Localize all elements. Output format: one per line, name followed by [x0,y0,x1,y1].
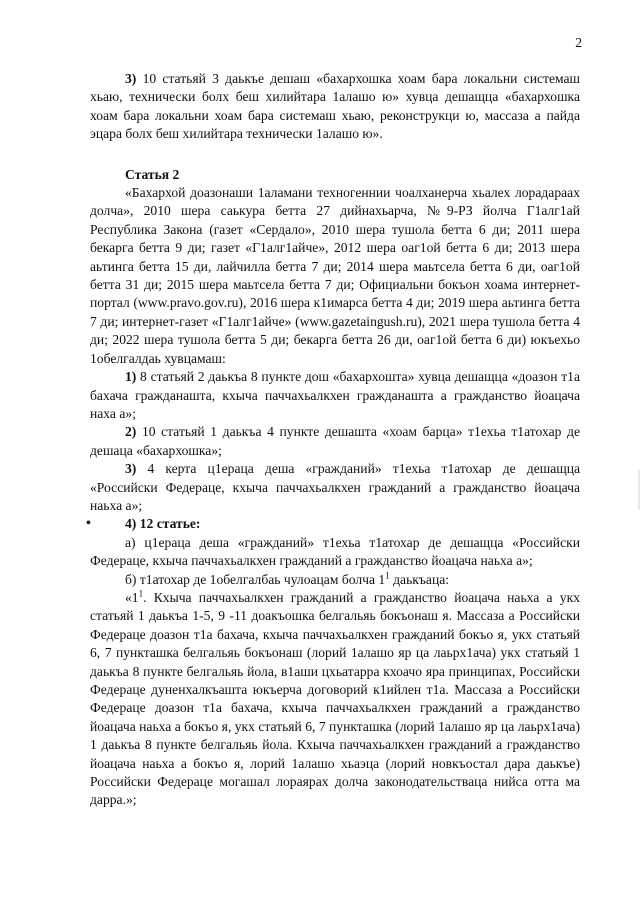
item-text: 10 статьяй 1 даькъа 4 пункте дешашта «хоам барца» т1ехьа т1атохар де дешаца «бахархошка»; [90,424,580,458]
item-text: даькъаца: [389,571,450,587]
paragraph-article2-intro: «Бахархой доазонаши 1аламани техногеннии чоалханерча хьалех лорадараах долча», 2010 шера саькура бетта 27 дийнахьарча, №9-РЗ йолча Г1алг1ай Республика Закона (газет «Сердало», 2010 шера тушола бетта 6 ди; 2011 шера бекарга бетта 9 ди; газет «Г1алг1айче», 2012 шера оаг1ой бетта 6 ди; 2013 шера аьтинга бетта 15 ди, лайчилла бетта 7 ди; 2014 шера маьтсела бетта 6 ди, оаг1ой бетта 31 ди; 2015 шера маьтсела бетта 7 ди; Официальни бокъон хоама интернет-портал (www.pravo.gov.ru), 2016 шера к1имарса бетта 4 ди; 2019 шера аьтинга бетта 7 ди; интернет-газет «Г1алг1айче» (www.gazetaingush.ru), 2021 шера тушола бетта 4 ди; 2022 шера тушола бетта 5 ди; бекарга бетта 26 ди, оаг1ой бетта 6 ди) юкъехьо 1обелгалдаь хувцамаш: [90,185,580,366]
item-text: 8 статьяй 2 даькъа 8 пункте дош «бахархошта» хувца дешащца «доазон т1а бахача гражданашта, кхыча паччахьалкхен гражданашта а гражданство йоацача наха а»; [90,369,580,421]
item-text: б) т1атохар де 1обелгалбаь чулоацам болча 1 [125,571,386,587]
article-heading: Статья 2 [125,166,180,182]
item-number: 3) [125,461,137,477]
paragraph-text: 10 статьяй 3 даькъе дешаш «бахархошка хоам бара локальни системаш хьаю, технически болх беш хилийтара 1алашо ю» хувца дешащца «бахархошка хоам бара локальни хоам бара системаш хьаю, реконструкци ю, массаза а пайда эцара болх беш хилийтара технически 1алашо ю». [90,71,580,142]
list-item-4-heading: 4) 12 статье: [125,516,201,532]
superscript: 1 [385,570,390,581]
item-number: 2) [125,424,137,440]
list-item-2 [90,423,580,460]
item-text: 4 керта ц1ераца деша «гражданий» т1ехьа т1атохар де дешащца «Российски Федераце, кхыча паччахьалкхен гражданий а гражданство йоацача наьха а»; [90,461,580,513]
page-number: 2 [575,35,582,50]
quote-start: «1 [125,589,139,605]
list-item-1 [90,368,580,423]
superscript: 1 [138,588,144,599]
document-body [90,70,580,810]
quote-text: . Кхыча паччахьалкхен гражданий а гражданство йоацача наьха а укх статьяй 1 даькъа 1-5, 9 -11 доакъошка белгальяь бокъонаш я. Массаза а Российски Федераце доазон т1а бахача, кхыча паччахьалкхен гражданий бокъо я, укх статьяй 6, 7 пункташка белгальяь бокъонаш (лорий 1алашо яр ца лаьрх1ача) укх статьяй 1 даькъа 8 пункте белгальяь йола, в1аши цхьатарра кхоачо яра принципах, Российски Федераце дуненхалкъашта юкъерча договорий к1ийлен т1а. Массаза а Российски Федераце доазон т1а бахача, кхыча паччахьалкхен гражданий а гражданство йоацача наьха а бокъо я, укх статьяй 6, 7 пункташка (лорий 1алашо яр ца лаьрх1ача) 1 даькъа 8 пункте белгальяь йола. Кхыча паччахьалкхен гражданий а гражданство йоацача наьха а бокъо я, лорий 1алашо хьаэца (лорий новкъостал дара даькъе) Российски Федераце могашал лораярах долча законодательствацa нийса отта ма дарра.»; [90,589,580,808]
item-number: 3) [125,71,137,86]
list-item-3 [90,460,580,515]
quoted-part-1-1 [90,589,580,810]
stray-bullet-mark: • [86,516,91,531]
item-number: 1) [125,369,137,385]
paragraph-article1-point3 [90,70,580,144]
list-item-4b [90,571,580,589]
list-item-4a: а) ц1ераца деша «гражданий» т1ехьа т1атохар де дешащца «Российски Федераце, кхыча паччахьалкхен гражданий а гражданство йоацача наьха а»; [90,534,580,569]
